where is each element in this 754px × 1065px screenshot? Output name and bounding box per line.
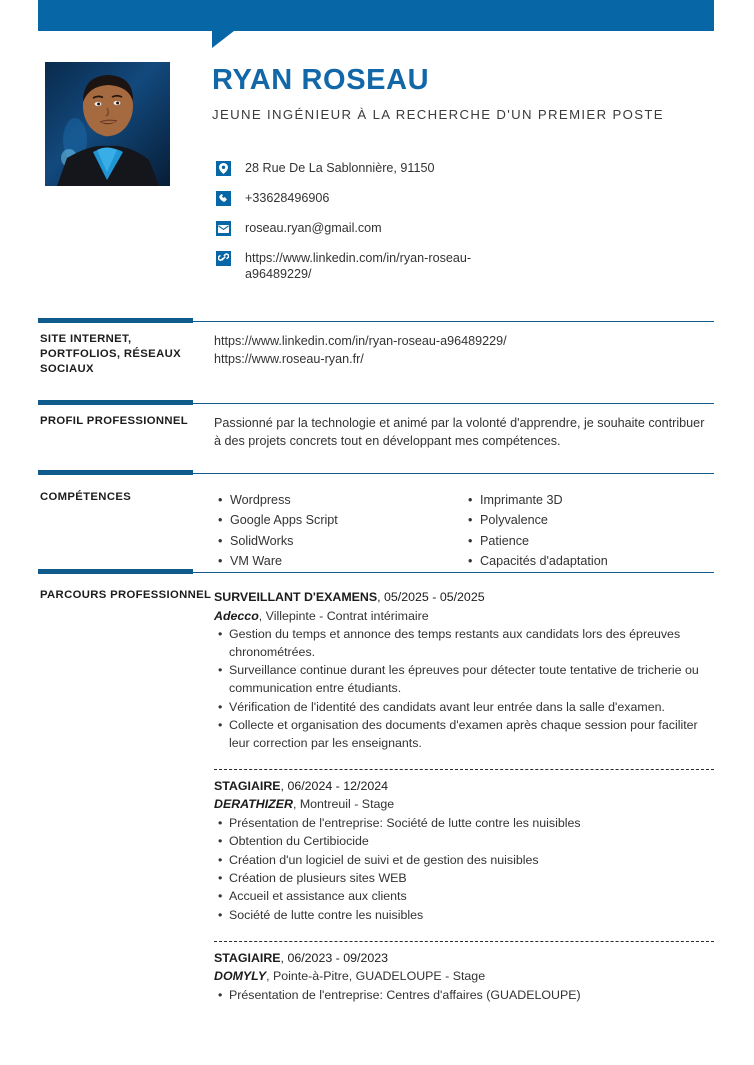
job-dates: 06/2024 - 12/2024 <box>287 778 389 793</box>
contact-address-text: 28 Rue De La Sablonnière, 91150 <box>245 161 435 175</box>
skills-column-right <box>464 490 714 572</box>
list-item: • Imprimante 3D <box>480 490 714 510</box>
section-experience-label: PARCOURS PROFESSIONNEL <box>40 589 212 601</box>
list-item: • Accueil et assistance aux clients <box>229 888 714 906</box>
list-item: • Google Apps Script <box>230 510 464 530</box>
identity-block <box>212 64 712 122</box>
location-pin-icon <box>216 161 231 176</box>
contact-link-text: https://www.linkedin.com/in/ryan-roseau-a96489229/ <box>245 251 472 282</box>
job-org-line: Adecco, Villepinte - Contrat intérimaire <box>214 608 429 623</box>
section-profile-content: Passionné par la technologie et animé par la volonté d'apprendre, je souhaite contribuer à des projets concrets tout en développant mes compétences. <box>214 416 705 449</box>
job-role: STAGIAIRE <box>214 778 281 793</box>
entry-divider <box>214 941 714 942</box>
job-location: Villepinte - Contrat intérimaire <box>265 608 429 623</box>
experience-entry <box>214 588 714 753</box>
list-item: • Vérification de l'identité des candidats avant leur entrée dans la salle d'examen. <box>229 699 714 717</box>
job-company: DERATHIZER <box>214 797 293 812</box>
banner-bar <box>38 0 714 31</box>
contact-email-text: roseau.ryan@gmail.com <box>245 221 382 236</box>
contact-link <box>216 250 686 282</box>
experience-entry <box>214 949 714 1005</box>
section-skills-label: COMPÉTENCES <box>40 491 132 503</box>
section-rule <box>38 470 714 475</box>
contact-list <box>216 160 686 297</box>
website-url[interactable]: https://www.roseau-ryan.fr/ <box>214 352 364 367</box>
section-websites-content <box>214 332 714 369</box>
link-icon <box>216 251 231 266</box>
job-org-line: DOMYLY, Pointe-à-Pitre, GUADELOUPE - Stage <box>214 969 486 984</box>
header-banner <box>0 0 754 52</box>
list-item: • Société de lutte contre les nuisibles <box>229 907 714 925</box>
job-location: Pointe-à-Pitre, GUADELOUPE - Stage <box>272 969 486 984</box>
job-role: SURVEILLANT D'EXAMENS <box>214 590 378 604</box>
job-heading: SURVEILLANT D'EXAMENS, 05/2025 - 05/2025 <box>214 590 485 604</box>
list-item: • Capacités d'adaptation <box>480 551 714 571</box>
list-item: • Création d'un logiciel de suivi et de gestion des nuisibles <box>229 852 714 870</box>
section-skills <box>38 470 714 572</box>
website-url[interactable]: https://www.linkedin.com/in/ryan-roseau-a96489229/ <box>214 334 507 348</box>
contact-phone-text: +33628496906 <box>245 191 330 206</box>
job-location: Montreuil - Stage <box>299 797 395 812</box>
list-item: • Collecte et organisation des documents d'examen après chaque session pour faciliter leur correction par les enseignants. <box>229 717 714 753</box>
profile-photo <box>45 62 170 186</box>
section-rule <box>38 318 714 323</box>
phone-icon <box>216 191 231 206</box>
candidate-subtitle: JEUNE INGÉNIEUR À LA RECHERCHE D'UN PREMIER POSTE <box>212 107 664 123</box>
job-company: DOMYLY <box>214 969 267 984</box>
job-org-line: DERATHIZER, Montreuil - Stage <box>214 797 395 812</box>
section-skills-content <box>214 490 714 572</box>
banner-tail-triangle <box>212 31 234 48</box>
list-item: • Création de plusieurs sites WEB <box>229 870 714 888</box>
experience-entry <box>214 777 714 925</box>
job-company: Adecco <box>214 608 259 623</box>
list-item: • Présentation de l'entreprise: Société de lutte contre les nuisibles <box>229 815 714 833</box>
section-rule <box>38 569 714 574</box>
section-websites-label: SITE INTERNET, PORTFOLIOS, RÉSEAUX SOCIAUX <box>40 333 181 375</box>
contact-email <box>216 220 686 236</box>
skills-column-left <box>214 490 464 572</box>
list-item: • Polyvalence <box>480 510 714 530</box>
section-experience-content <box>214 588 714 1007</box>
job-dates: 05/2025 - 05/2025 <box>384 590 485 604</box>
section-websites <box>38 318 714 377</box>
job-dates: 06/2023 - 09/2023 <box>287 950 389 965</box>
list-item: • SolidWorks <box>230 531 464 551</box>
entry-divider <box>214 769 714 770</box>
list-item: • Surveillance continue durant les épreuves pour détecter toute tentative de tricherie ou communication entre étudiants. <box>229 662 714 698</box>
list-item: • Wordpress <box>230 490 464 510</box>
candidate-name: RYAN ROSEAU <box>212 64 430 96</box>
list-item: • Patience <box>480 531 714 551</box>
section-experience <box>38 569 714 1007</box>
section-rule <box>38 400 714 405</box>
section-profile-label: PROFIL PROFESSIONNEL <box>40 415 189 427</box>
envelope-icon <box>216 221 231 236</box>
section-profile <box>38 400 714 451</box>
job-heading: STAGIAIRE, 06/2024 - 12/2024 <box>214 778 389 793</box>
list-item: • Présentation de l'entreprise: Centres d'affaires (GUADELOUPE) <box>229 987 714 1005</box>
contact-address <box>216 160 686 176</box>
list-item: • Gestion du temps et annonce des temps restants aux candidats lors des épreuves chronométrées. <box>229 626 714 662</box>
list-item: • Obtention du Certibiocide <box>229 833 714 851</box>
contact-phone <box>216 190 686 206</box>
job-role: STAGIAIRE <box>214 950 281 965</box>
list-item: • VM Ware <box>230 551 464 571</box>
job-heading: STAGIAIRE, 06/2023 - 09/2023 <box>214 950 389 965</box>
